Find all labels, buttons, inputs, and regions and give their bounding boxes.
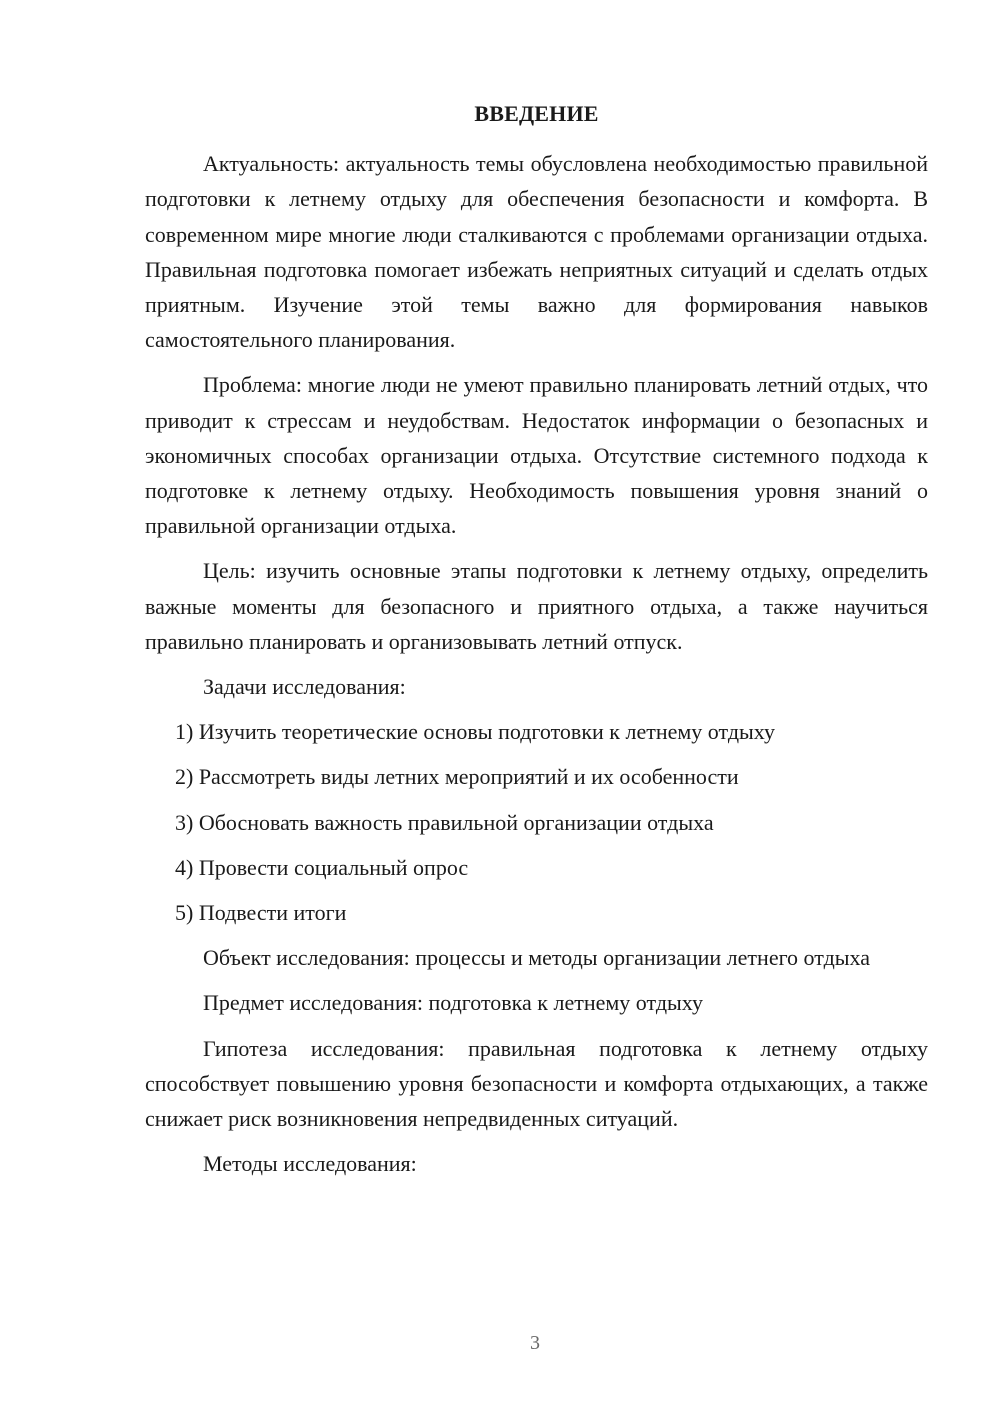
document-page (145, 96, 928, 1191)
list-item: 4) Провести социальный опрос (175, 854, 469, 880)
paragraph-hypothesis: Гипотеза исследования: правильная подготовка к летнему отдыху способствует повышению уровня безопасности и комфорта отдыхающих, а также снижает риск возникновения непредвиденных ситуаций. (145, 1035, 928, 1132)
tasks-heading: Задачи исследования: (203, 674, 406, 700)
list-item: 5) Подвести итоги (175, 900, 347, 926)
paragraph-object: Объект исследования: процессы и методы организации летнего отдыха (203, 945, 871, 971)
list-item: 1) Изучить теоретические основы подготовки к летнему отдыху (175, 719, 775, 745)
paragraph-relevance: Актуальность: актуальность темы обусловлена необходимостью правильной подготовки к летнему отдыху для обеспечения безопасности и комфорта. В современном мире многие люди сталкиваются с проблемами организации отдыха. Правильная подготовка помогает избежать неприятных ситуаций и сделать отдых приятным. Изучение этой темы важно для формирования навыков самостоятельного планирования. (145, 151, 928, 353)
list-item: 2) Рассмотреть виды летних мероприятий и их особенности (175, 764, 739, 790)
document-title: ВВЕДЕНИЕ (474, 101, 599, 126)
page-number: 3 (530, 1332, 540, 1354)
paragraph-goal: Цель: изучить основные этапы подготовки к летнему отдыху, определить важные моменты для безопасного и приятного отдыха, а также научиться правильно планировать и организовывать летний отпуск. (145, 558, 928, 654)
tasks-list (145, 714, 928, 930)
methods-heading: Методы исследования: (203, 1151, 417, 1177)
paragraph-subject: Предмет исследования: подготовка к летнему отдыху (203, 990, 703, 1016)
paragraph-problem: Проблема: многие люди не умеют правильно планировать летний отдых, что приводит к стрессам и неудобствам. Недостаток информации о безопасных и экономичных способах организации отдыха. Отсутствие системного подхода к подготовке к летнему отдыху. Необходимость повышения уровня знаний о правильной организации отдыха. (145, 372, 928, 539)
list-item: 3) Обосновать важность правильной организации отдыха (175, 809, 714, 835)
